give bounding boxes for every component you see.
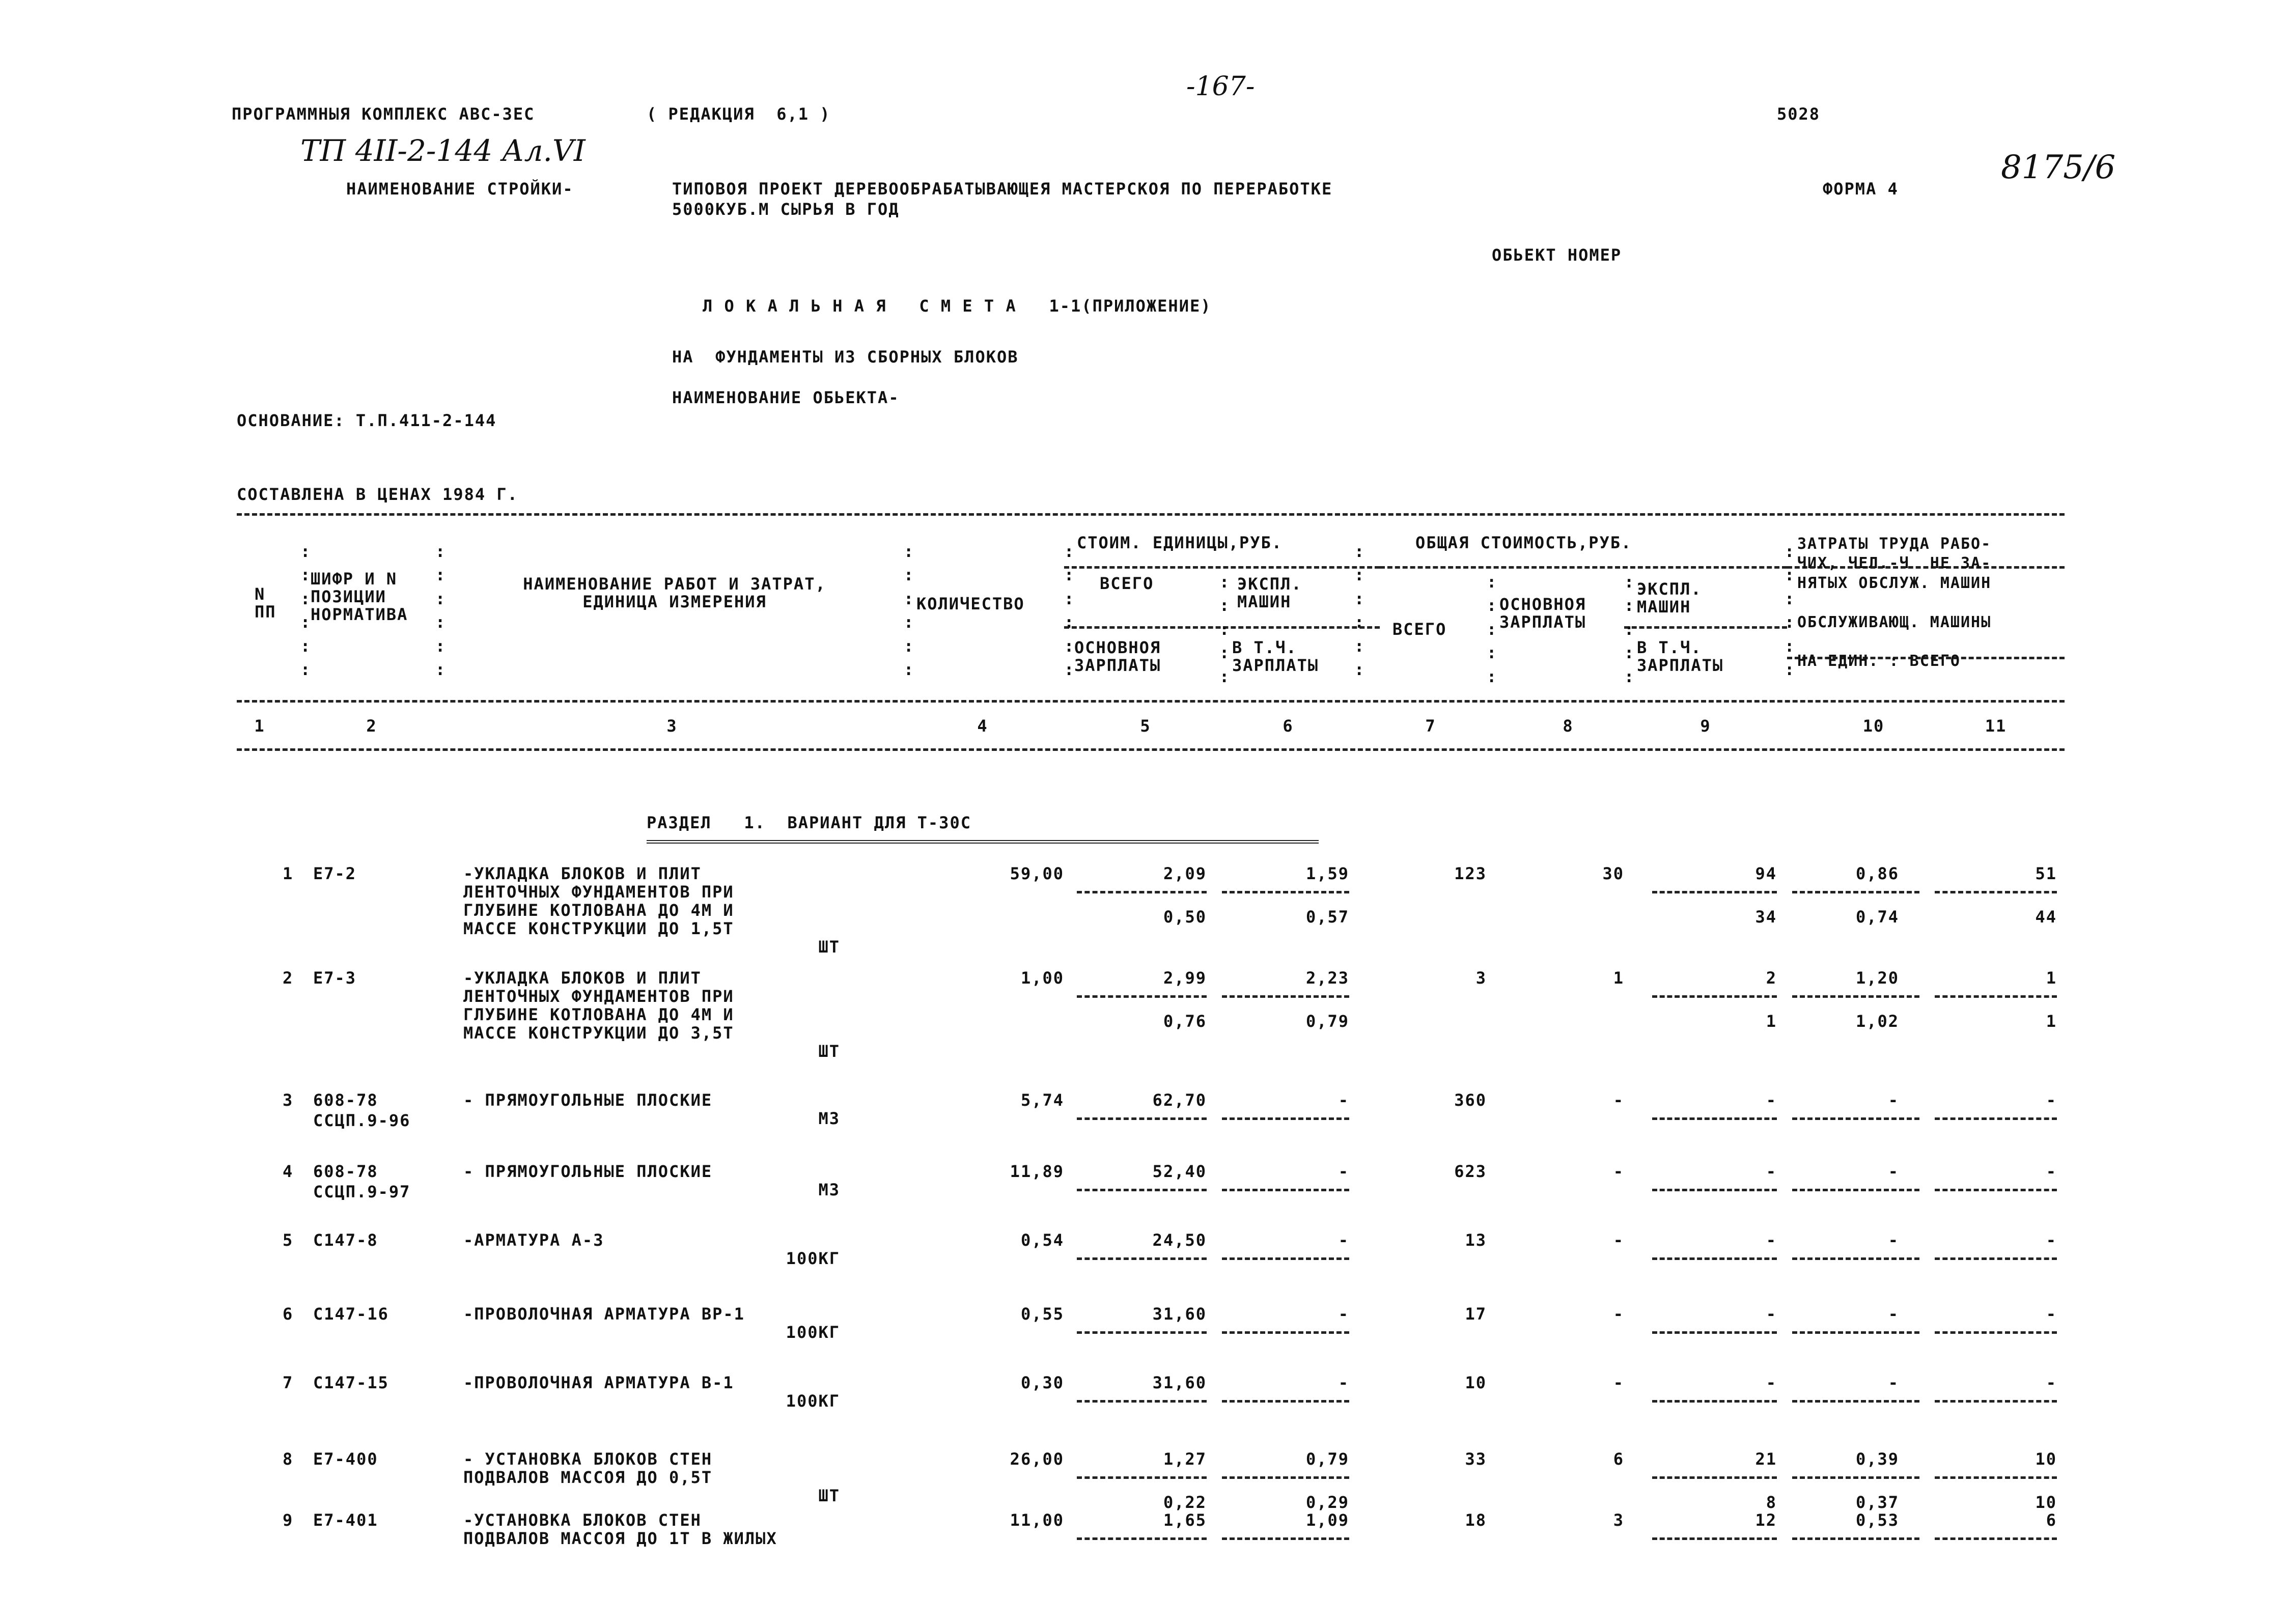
prices-note: СОСТАВЛЕНА В ЦЕНАХ 1984 Г. [237, 485, 518, 504]
row-c6: 2,23 [1305, 968, 1349, 988]
row-c7: 17 [1465, 1304, 1487, 1324]
row-number: 1 [283, 864, 294, 883]
row-name-line: -УСТАНОВКА БЛОКОВ СТЕН [463, 1510, 702, 1530]
row-c6b: 0,79 [1305, 1012, 1349, 1031]
row-dash-c5 [1077, 995, 1207, 998]
row-dash-c6 [1222, 1117, 1349, 1120]
row-dash-c9 [1652, 891, 1777, 893]
object-number: ОБЬЕКТ НОМЕР [1492, 245, 1622, 265]
row-dash-c10 [1792, 1331, 1919, 1334]
header-n: N ПП [255, 584, 276, 622]
row-c7: 123 [1454, 864, 1487, 883]
row-c10: - [1888, 1090, 1899, 1110]
row-unit: 100КГ [786, 1391, 840, 1411]
row-dash-c5 [1077, 1189, 1207, 1191]
row-dash-c9 [1652, 1476, 1777, 1479]
row-dash-c6 [1222, 1400, 1349, 1403]
exp-rule [1624, 626, 1787, 629]
row-qty: 11,89 [1010, 1162, 1064, 1181]
row-dash-c9 [1652, 1400, 1777, 1403]
row-unit: М3 [818, 1180, 840, 1199]
construction-line1: ТИПОВОЯ ПРОЕКТ ДЕРЕВООБРАБАТЫВАЮЩЕЯ МАСТЕРСКОЯ ПО ПЕРЕРАБОТКЕ [672, 179, 1333, 199]
row-dash-c9 [1652, 1537, 1777, 1540]
row-c8: 6 [1613, 1449, 1624, 1469]
row-qty: 59,00 [1010, 864, 1064, 883]
row-qty: 11,00 [1010, 1510, 1064, 1530]
row-c10b: 0,37 [1855, 1493, 1899, 1512]
section-title: РАЗДЕЛ 1. ВАРИАНТ ДЛЯ Т-30С [647, 813, 971, 832]
page-number: -167- [1186, 71, 1255, 102]
row-dash-c11 [1935, 1400, 2057, 1403]
edition: ( РЕДАКЦИЯ 6,1 ) [647, 104, 831, 124]
total-cost-rule [1380, 566, 1787, 569]
row-dash-c11 [1935, 1476, 2057, 1479]
row-c9b: 1 [1766, 1012, 1777, 1031]
header-total-incl: В Т.Ч. ЗАРПЛАТЫ [1637, 638, 1724, 676]
row-c8: - [1613, 1304, 1624, 1324]
row-dash-c11 [1935, 891, 2057, 893]
row-c9: 94 [1755, 864, 1777, 883]
row-code: Е7-400 [313, 1449, 378, 1469]
row-name-line: МАССЕ КОНСТРУКЦИИ ДО 1,5Т [463, 919, 734, 938]
row-qty: 5,74 [1020, 1090, 1064, 1110]
row-c5: 24,50 [1152, 1230, 1207, 1250]
row-c5: 62,70 [1152, 1090, 1207, 1110]
row-dash-c11 [1935, 1331, 2057, 1334]
row-dash-c6 [1222, 1537, 1349, 1540]
row-qty: 0,54 [1020, 1230, 1064, 1250]
row-number: 8 [283, 1449, 294, 1469]
document-title: Л О К А Л Ь Н А Я С М Е Т А 1-1(ПРИЛОЖЕНИЕ) [703, 296, 1212, 316]
row-number: 5 [283, 1230, 294, 1250]
row-unit: ШТ [818, 1486, 840, 1505]
header-incl-wage: В Т.Ч. ЗАРПЛАТЫ [1232, 638, 1319, 676]
row-c5b: 0,76 [1163, 1012, 1207, 1031]
header-labor: ЗАТРАТЫ ТРУДА РАБО- ЧИХ, ЧЕЛ.-Ч НЕ ЗА- НЯТЫХ ОБСЛУЖ. МАШИН ОБСЛУЖИВАЮЩ. МАШИНЫ НА ЕДИН. : ВСЕГО [1797, 535, 1992, 670]
row-c11: - [2046, 1373, 2057, 1392]
row-c10b: 0,74 [1855, 907, 1899, 927]
row-name-line: ЛЕНТОЧНЫХ ФУНДАМЕНТОВ ПРИ [463, 987, 734, 1006]
form-label: ФОРМА 4 [1823, 179, 1899, 199]
header-unit-exp: ЭКСПЛ. МАШИН [1237, 574, 1302, 612]
row-c9: - [1766, 1090, 1777, 1110]
row-name-line: ПОДВАЛОВ МАССОЯ ДО 1Т В ЖИЛЫХ [463, 1529, 777, 1548]
row-c6: 1,09 [1305, 1510, 1349, 1530]
row-number: 9 [283, 1510, 294, 1530]
row-c6: - [1338, 1162, 1349, 1181]
row-c8: - [1613, 1162, 1624, 1181]
row-unit: 100КГ [786, 1323, 840, 1342]
header-name: НАИМЕНОВАНИЕ РАБОТ И ЗАТРАТ, ЕДИНИЦА ИЗМЕРЕНИЯ [523, 574, 826, 612]
row-dash-c5 [1077, 1331, 1207, 1334]
row-dash-c6 [1222, 1331, 1349, 1334]
header-qty: КОЛИЧЕСТВО [916, 594, 1025, 613]
row-dash-c9 [1652, 1257, 1777, 1260]
row-c7: 13 [1465, 1230, 1487, 1250]
row-c9: 12 [1755, 1510, 1777, 1530]
row-c5: 1,27 [1163, 1449, 1207, 1469]
row-code: Е7-3 [313, 968, 357, 988]
row-dash-c11 [1935, 1189, 2057, 1191]
row-c10: 0,39 [1855, 1449, 1899, 1469]
construction-line2: 5000КУБ.М СЫРЬЯ В ГОД [672, 200, 900, 219]
row-code: 608-78 [313, 1162, 378, 1181]
row-dash-c5 [1077, 891, 1207, 893]
header-bottom-rule [237, 748, 2065, 751]
row-dash-c10 [1792, 891, 1919, 893]
row-code: Е7-401 [313, 1510, 378, 1530]
row-c5: 2,99 [1163, 968, 1207, 988]
row-c5b: 0,22 [1163, 1493, 1207, 1512]
doc-code: 5028 [1777, 104, 1821, 124]
row-dash-c10 [1792, 1476, 1919, 1479]
row-dash-c11 [1935, 1537, 2057, 1540]
row-dash-c6 [1222, 1189, 1349, 1191]
row-code: С147-15 [313, 1373, 389, 1392]
program-name: ПРОГРАММНЫЯ КОМПЛЕКС АВС-3ЕС [232, 104, 535, 124]
row-c8: 3 [1613, 1510, 1624, 1530]
header-total-exp: ЭКСПЛ. МАШИН [1637, 579, 1702, 617]
row-dash-c11 [1935, 1257, 2057, 1260]
row-c8: 1 [1613, 968, 1624, 988]
row-name-line: -ПРОВОЛОЧНАЯ АРМАТУРА ВР-1 [463, 1304, 745, 1324]
row-c9: - [1766, 1162, 1777, 1181]
row-c10b: 1,02 [1855, 1012, 1899, 1031]
header-total-cost: ОБЩАЯ СТОИМОСТЬ,РУБ. [1415, 533, 1632, 552]
row-c6: - [1338, 1373, 1349, 1392]
row-name-line: - УСТАНОВКА БЛОКОВ СТЕН [463, 1449, 713, 1469]
row-dash-c6 [1222, 995, 1349, 998]
row-c7: 33 [1465, 1449, 1487, 1469]
row-c7: 10 [1465, 1373, 1487, 1392]
row-c6: - [1338, 1304, 1349, 1324]
row-c11b: 1 [2046, 1012, 2057, 1031]
row-number: 7 [283, 1373, 294, 1392]
row-c5: 2,09 [1163, 864, 1207, 883]
row-c9: 2 [1766, 968, 1777, 988]
row-name-line: -АРМАТУРА А-3 [463, 1230, 604, 1250]
row-qty: 26,00 [1010, 1449, 1064, 1469]
row-number: 2 [283, 968, 294, 988]
row-code-2: ССЦП.9-97 [313, 1182, 411, 1201]
row-c6: - [1338, 1230, 1349, 1250]
row-code: Е7-2 [313, 864, 357, 883]
construction-label: НАИМЕНОВАНИЕ СТРОЙКИ- [346, 179, 574, 199]
row-unit: ШТ [818, 1042, 840, 1061]
header-unit-total: ВСЕГО [1100, 574, 1154, 593]
row-c5: 52,40 [1152, 1162, 1207, 1181]
row-c10: - [1888, 1373, 1899, 1392]
row-dash-c11 [1935, 1117, 2057, 1120]
row-code-2: ССЦП.9-96 [313, 1111, 411, 1130]
row-number: 3 [283, 1090, 294, 1110]
header-cipher: ШИФР И N ПОЗИЦИИ НОРМАТИВА [311, 569, 408, 625]
document-subtitle: НА ФУНДАМЕНТЫ ИЗ СБОРНЫХ БЛОКОВ [672, 347, 1019, 367]
row-c11: 1 [2046, 968, 2057, 988]
row-dash-c9 [1652, 995, 1777, 998]
unit-cost-rule [1064, 566, 1380, 569]
row-c6b: 0,57 [1305, 907, 1349, 927]
row-dash-c10 [1792, 1400, 1919, 1403]
row-c8: 30 [1602, 864, 1624, 883]
row-number: 6 [283, 1304, 294, 1324]
row-c7: 18 [1465, 1510, 1487, 1530]
row-c9b: 34 [1755, 907, 1777, 927]
row-c10: 0,86 [1855, 864, 1899, 883]
row-c11: 6 [2046, 1510, 2057, 1530]
row-dash-c10 [1792, 1189, 1919, 1191]
row-c7: 3 [1475, 968, 1487, 988]
row-c11: 10 [2035, 1449, 2057, 1469]
row-dash-c6 [1222, 891, 1349, 893]
row-c9: - [1766, 1373, 1777, 1392]
row-c8: - [1613, 1230, 1624, 1250]
row-c10: - [1888, 1304, 1899, 1324]
row-unit: 100КГ [786, 1249, 840, 1268]
row-c6b: 0,29 [1305, 1493, 1349, 1512]
row-c11b: 10 [2035, 1493, 2057, 1512]
row-c10: 1,20 [1855, 968, 1899, 988]
row-name-line: -УКЛАДКА БЛОКОВ И ПЛИТ [463, 968, 702, 988]
row-name-line: МАССЕ КОНСТРУКЦИИ ДО 3,5Т [463, 1023, 734, 1043]
row-name-line: -УКЛАДКА БЛОКОВ И ПЛИТ [463, 864, 702, 883]
row-c8: - [1613, 1090, 1624, 1110]
basis: ОСНОВАНИЕ: Т.П.411-2-144 [237, 411, 497, 430]
row-code: 608-78 [313, 1090, 378, 1110]
row-name-line: ГЛУБИНЕ КОТЛОВАНА ДО 4М И [463, 1005, 734, 1024]
row-c9b: 8 [1766, 1493, 1777, 1512]
row-dash-c9 [1652, 1117, 1777, 1120]
header-unit-cost: СТОИМ. ЕДИНИЦЫ,РУБ. [1077, 533, 1283, 552]
row-c10: 0,53 [1855, 1510, 1899, 1530]
row-dash-c6 [1222, 1476, 1349, 1479]
row-qty: 1,00 [1020, 968, 1064, 988]
row-c9: - [1766, 1230, 1777, 1250]
row-c6: - [1338, 1090, 1349, 1110]
header-top-rule [237, 513, 2065, 516]
row-c11: - [2046, 1090, 2057, 1110]
row-c5: 31,60 [1152, 1373, 1207, 1392]
row-c6: 0,79 [1305, 1449, 1349, 1469]
row-c9: 21 [1755, 1449, 1777, 1469]
row-c5: 31,60 [1152, 1304, 1207, 1324]
row-c8: - [1613, 1373, 1624, 1392]
row-dash-c9 [1652, 1331, 1777, 1334]
row-name-line: - ПРЯМОУГОЛЬНЫЕ ПЛОСКИЕ [463, 1162, 713, 1181]
row-c10: - [1888, 1230, 1899, 1250]
row-code: С147-16 [313, 1304, 389, 1324]
row-unit: М3 [818, 1109, 840, 1128]
row-name-line: - ПРЯМОУГОЛЬНЫЕ ПЛОСКИЕ [463, 1090, 713, 1110]
row-name-line: ЛЕНТОЧНЫХ ФУНДАМЕНТОВ ПРИ [463, 882, 734, 902]
header-total-wage: ОСНОВНОЯ ЗАРПЛАТЫ [1499, 595, 1586, 632]
row-c11: - [2046, 1230, 2057, 1250]
row-dash-c10 [1792, 995, 1919, 998]
row-dash-c10 [1792, 1117, 1919, 1120]
row-c11: - [2046, 1304, 2057, 1324]
handwritten-number: 8175/6 [2001, 149, 2116, 186]
row-dash-c5 [1077, 1476, 1207, 1479]
row-c7: 623 [1454, 1162, 1487, 1181]
row-c5b: 0,50 [1163, 907, 1207, 927]
handwritten-ref: ТП 4II-2-144 Ал.VI [300, 133, 586, 168]
row-number: 4 [283, 1162, 294, 1181]
row-dash-c5 [1077, 1117, 1207, 1120]
row-c11: 51 [2035, 864, 2057, 883]
row-c11b: 44 [2035, 907, 2057, 927]
row-unit: ШТ [818, 937, 840, 957]
row-dash-c10 [1792, 1537, 1919, 1540]
row-dash-c9 [1652, 1189, 1777, 1191]
section-underline [647, 840, 1319, 844]
header-mid-rule [237, 700, 2065, 703]
row-c5: 1,65 [1163, 1510, 1207, 1530]
row-c9: - [1766, 1304, 1777, 1324]
row-c10: - [1888, 1162, 1899, 1181]
row-code: С147-8 [313, 1230, 378, 1250]
row-c7: 360 [1454, 1090, 1487, 1110]
row-c6: 1,59 [1305, 864, 1349, 883]
row-dash-c6 [1222, 1257, 1349, 1260]
header-total-all: ВСЕГО [1392, 620, 1447, 639]
row-dash-c5 [1077, 1400, 1207, 1403]
row-dash-c5 [1077, 1257, 1207, 1260]
object-name: НАИМЕНОВАНИЕ ОБЬЕКТА- [672, 388, 900, 407]
row-qty: 0,55 [1020, 1304, 1064, 1324]
row-dash-c11 [1935, 995, 2057, 998]
row-name-line: ПОДВАЛОВ МАССОЯ ДО 0,5Т [463, 1468, 713, 1487]
row-dash-c10 [1792, 1257, 1919, 1260]
row-dash-c5 [1077, 1537, 1207, 1540]
row-name-line: -ПРОВОЛОЧНАЯ АРМАТУРА В-1 [463, 1373, 734, 1392]
row-name-line: ГЛУБИНЕ КОТЛОВАНА ДО 4М И [463, 901, 734, 920]
row-qty: 0,30 [1020, 1373, 1064, 1392]
header-basic-wage: ОСНОВНОЯ ЗАРПЛАТЫ [1074, 638, 1161, 676]
row-c11: - [2046, 1162, 2057, 1181]
